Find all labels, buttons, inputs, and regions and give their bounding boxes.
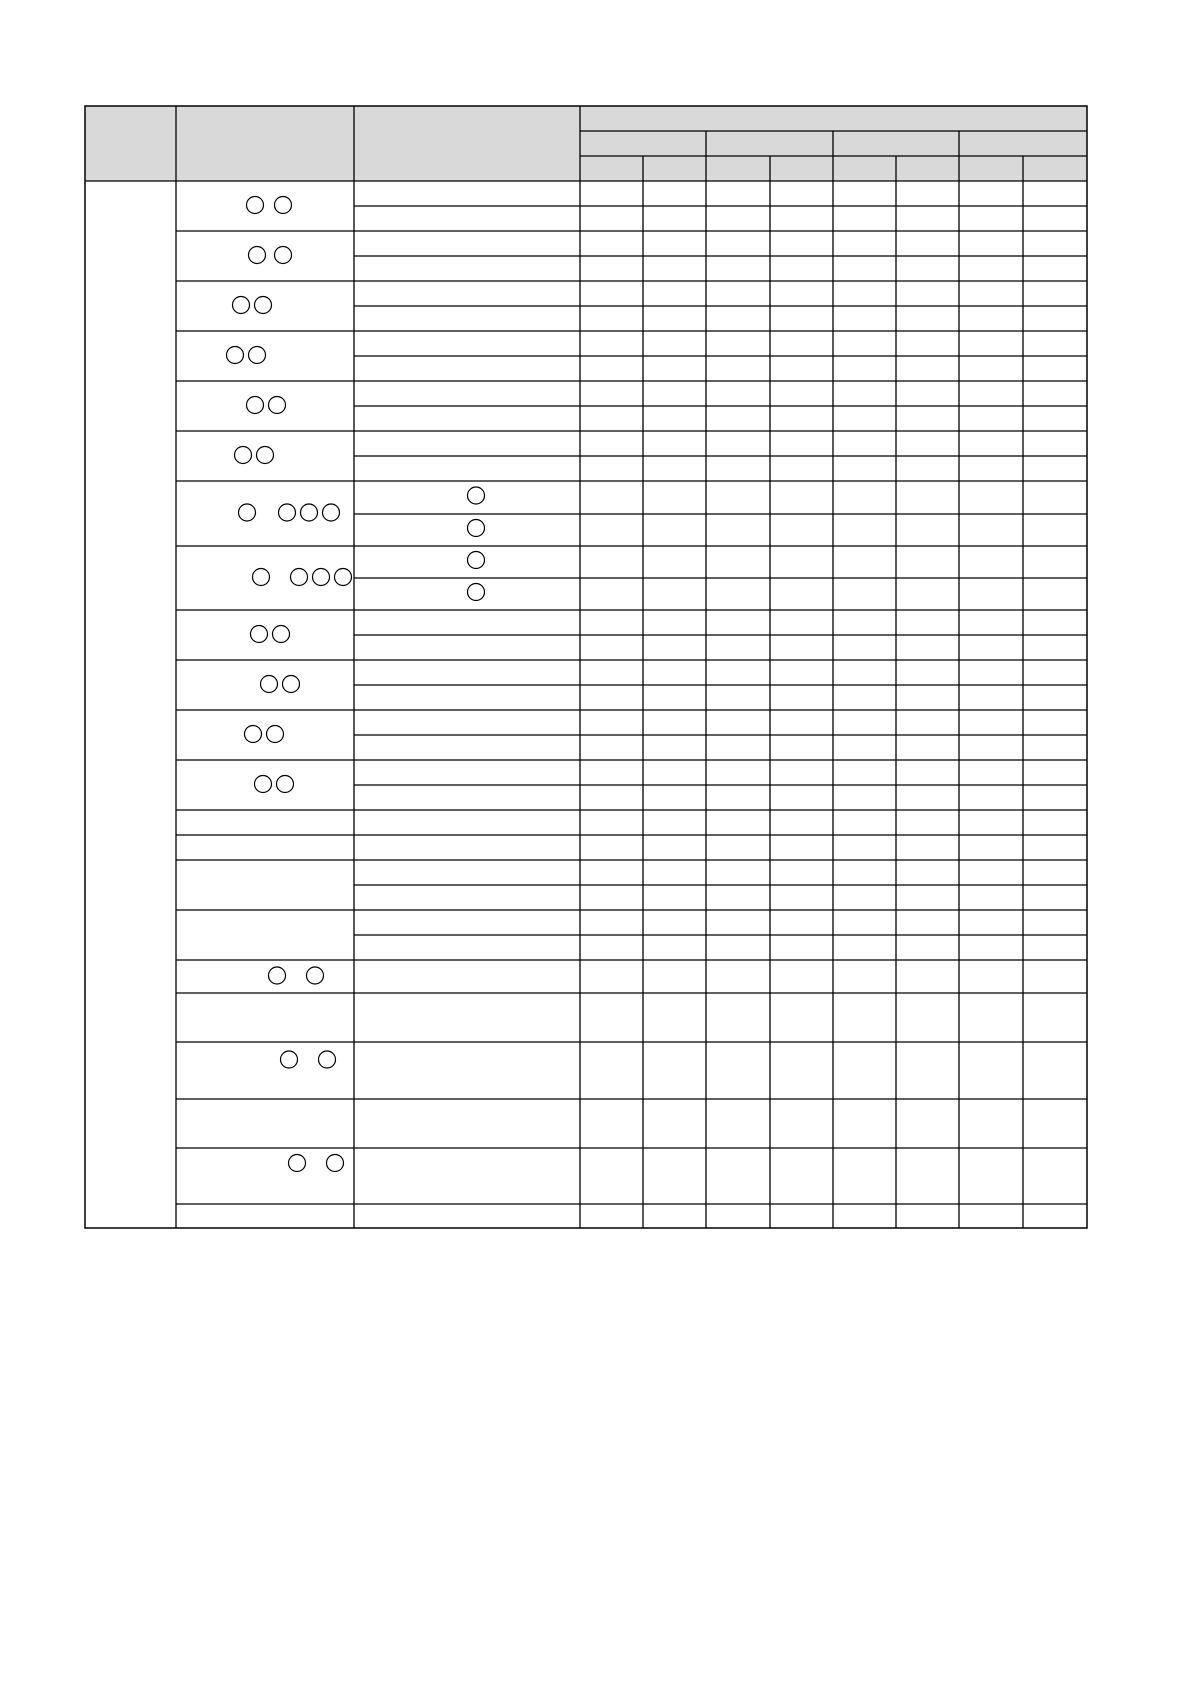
circle-outline-icon (239, 504, 256, 521)
circle-outline-icon (251, 626, 268, 643)
circle-outline-icon (273, 626, 290, 643)
circle-outline-icon (281, 1051, 298, 1068)
circle-outline-icon (468, 487, 485, 504)
circle-outline-icon (289, 1155, 306, 1172)
circle-outline-icon (279, 504, 296, 521)
circle-outline-icon (257, 447, 274, 464)
circle-outline-icon (313, 569, 330, 586)
circle-outline-icon (233, 297, 250, 314)
table-border (85, 106, 1087, 1228)
circle-outline-icon (301, 504, 318, 521)
header-band (85, 106, 1087, 181)
circle-outline-icon (275, 247, 292, 264)
circle-outline-icon (255, 776, 272, 793)
circle-outline-icon (269, 967, 286, 984)
circle-outline-icon (235, 447, 252, 464)
circle-outline-icon (468, 552, 485, 569)
circle-outline-icon (249, 247, 266, 264)
circle-outline-icon (283, 676, 300, 693)
circle-outline-icon (247, 397, 264, 414)
circle-outline-icon (267, 726, 284, 743)
circle-outline-icon (335, 569, 352, 586)
circle-outline-icon (227, 347, 244, 364)
circle-outline-icon (291, 569, 308, 586)
circle-outline-icon (261, 676, 278, 693)
circle-outline-icon (275, 197, 292, 214)
circle-outline-icon (249, 347, 266, 364)
circle-outline-icon (323, 504, 340, 521)
circle-outline-icon (307, 967, 324, 984)
circle-outline-icon (468, 520, 485, 537)
circle-outline-icon (255, 297, 272, 314)
circle-outline-icon (269, 397, 286, 414)
circle-outline-icon (245, 726, 262, 743)
circle-outline-icon (468, 584, 485, 601)
circle-outline-icon (253, 569, 270, 586)
circle-outline-icon (277, 776, 294, 793)
circle-outline-icon (327, 1155, 344, 1172)
circle-outline-icon (319, 1051, 336, 1068)
circle-outline-icon (247, 197, 264, 214)
